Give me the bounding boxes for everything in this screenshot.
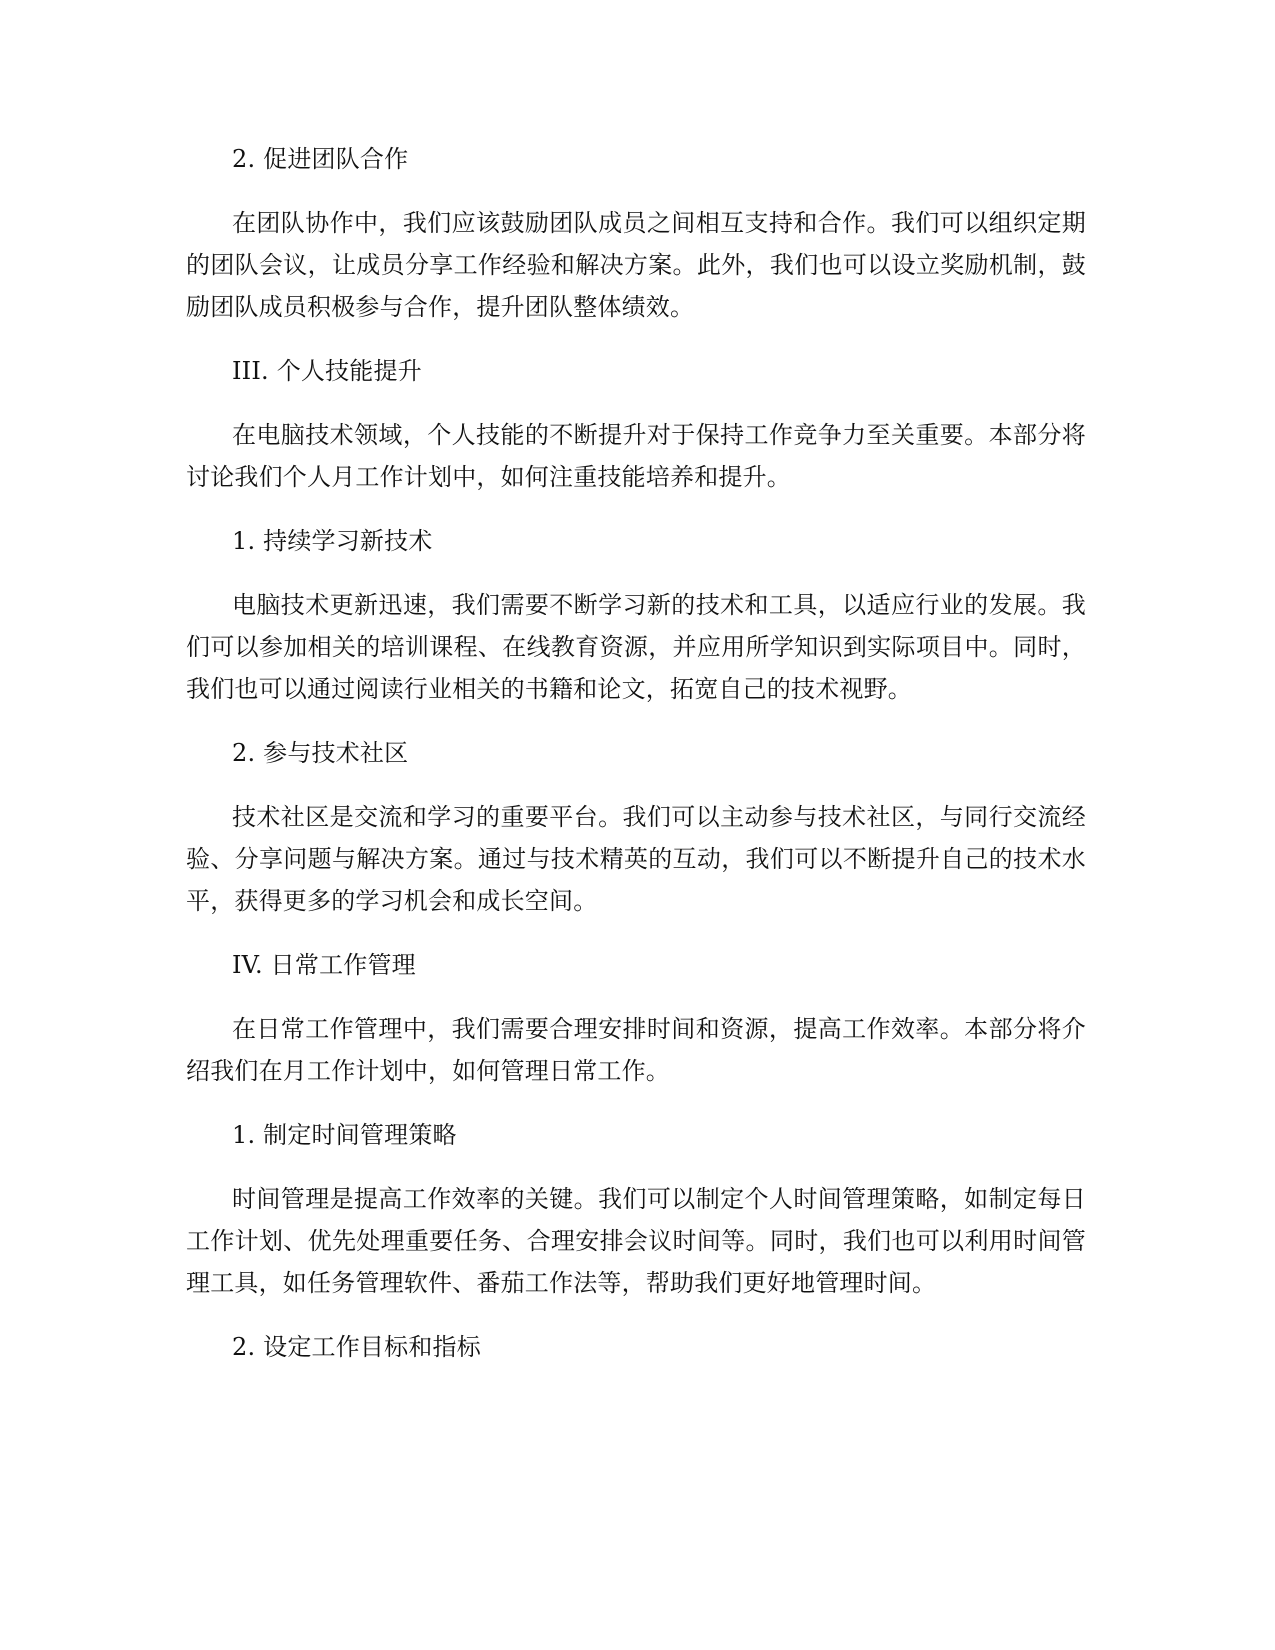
paragraph-team-collaboration: 在团队协作中，我们应该鼓励团队成员之间相互支持和合作。我们可以组织定期的团队会议，让成员分享工作经验和解决方案。此外，我们也可以设立奖励机制，鼓励团队成员积极参与合作，提升团队整体绩效。 (186, 209, 1086, 321)
section-heading-skill-improvement: III. 个人技能提升 (232, 357, 422, 385)
section-heading-continuous-learning: 1. 持续学习新技术 (232, 527, 433, 555)
paragraph-continuous-learning: 电脑技术更新迅速，我们需要不断学习新的技术和工具，以适应行业的发展。我们可以参加相关的培训课程、在线教育资源，并应用所学知识到实际项目中。同时，我们也可以通过阅读行业相关的书籍和论文，拓宽自己的技术视野。 (186, 591, 1086, 703)
document-page (186, 138, 1086, 1390)
section-heading-team-collaboration: 2. 促进团队合作 (232, 145, 409, 173)
paragraph-daily-work-management: 在日常工作管理中，我们需要合理安排时间和资源，提高工作效率。本部分将介绍我们在月工作计划中，如何管理日常工作。 (186, 1015, 1086, 1085)
section-heading-daily-work-management: IV. 日常工作管理 (232, 951, 416, 979)
section-heading-work-goals: 2. 设定工作目标和指标 (232, 1333, 481, 1361)
paragraph-tech-community: 技术社区是交流和学习的重要平台。我们可以主动参与技术社区，与同行交流经验、分享问题与解决方案。通过与技术精英的互动，我们可以不断提升自己的技术水平，获得更多的学习机会和成长空间。 (186, 803, 1086, 915)
paragraph-time-management: 时间管理是提高工作效率的关键。我们可以制定个人时间管理策略，如制定每日工作计划、优先处理重要任务、合理安排会议时间等。同时，我们也可以利用时间管理工具，如任务管理软件、番茄工作法等，帮助我们更好地管理时间。 (186, 1185, 1086, 1297)
paragraph-skill-improvement: 在电脑技术领域，个人技能的不断提升对于保持工作竞争力至关重要。本部分将讨论我们个人月工作计划中，如何注重技能培养和提升。 (186, 421, 1086, 491)
section-heading-tech-community: 2. 参与技术社区 (232, 739, 409, 767)
section-heading-time-management: 1. 制定时间管理策略 (232, 1121, 457, 1149)
